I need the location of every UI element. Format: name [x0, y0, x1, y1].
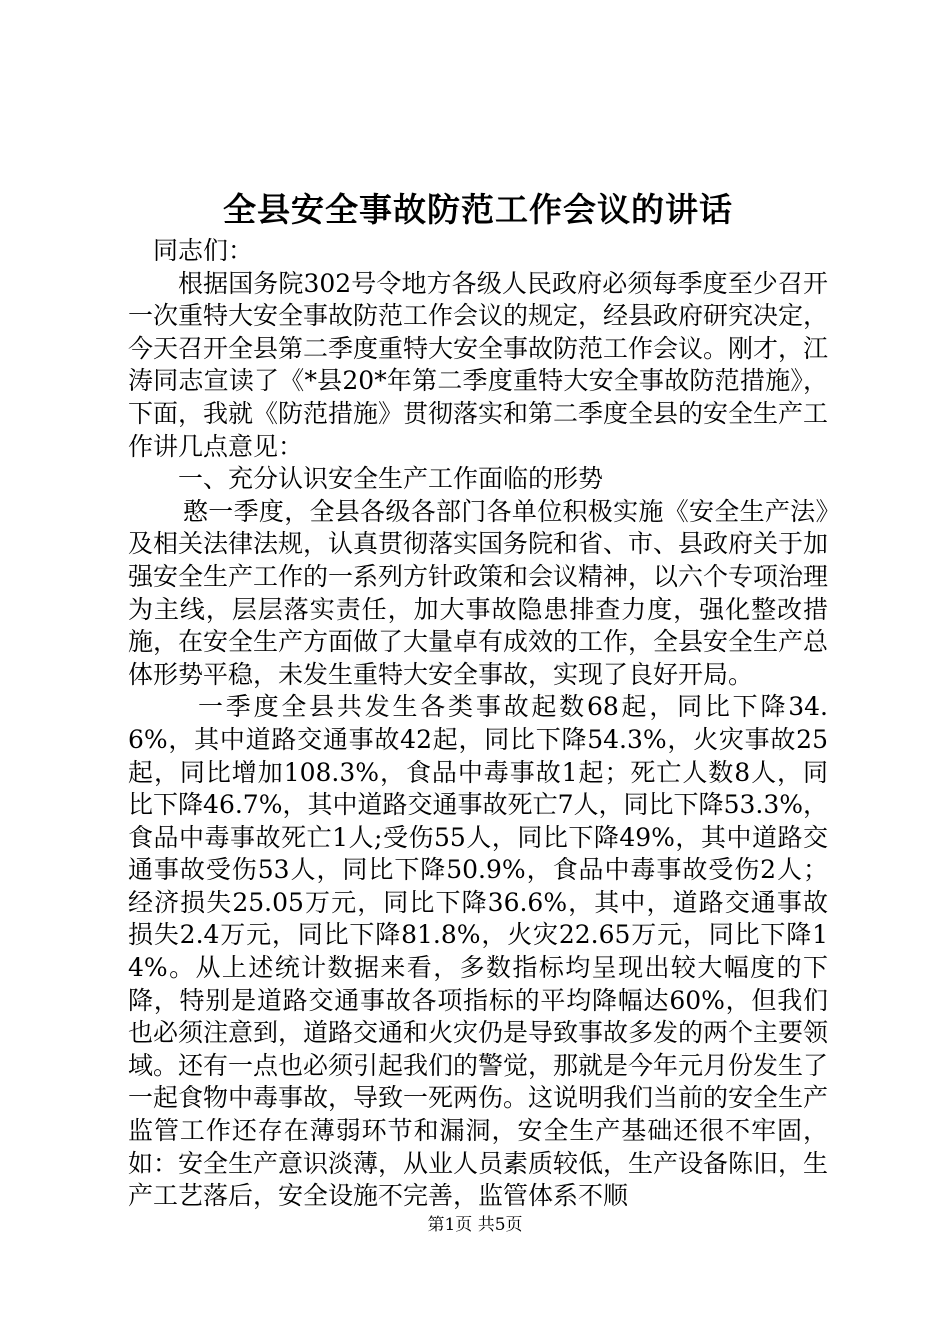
document-page — [128, 185, 828, 1213]
page-footer: 第1页 共5页 — [427, 1215, 523, 1235]
paragraph-statistics: 一季度全县共发生各类事故起数68起，同比下降34.6%，其中道路交通事故42起，同比下降54.3%，火灾事故25起，同比增加108.3%，食品中毒事故1起；死亡人数8人，同比下降46.7%，其中道路交通事故死亡7人，同比下降53.3%，食品中毒事故死亡1人;受伤55人，同比下降49%，其中道路交通事故受伤53人，同比下降50.9%，食品中毒事故受伤2人；经济损失25.05万元，同比下降36.6%，其中，道路交通事故损失2.4万元，同比下降81.8%，火灾22.65万元，同比下降14%。从上述统计数据来看，多数指标均呈现出较大幅度的下降，特别是道路交通事故各项指标的平均降幅达60%，但我们也必须注意到，道路交通和火灾仍是导致事故多发的两个主要领域。还有一点也必须引起我们的警觉，那就是今年元月份发生了一起食物中毒事故，导致一死两伤。这说明我们当前的安全生产监管工作还存在薄弱环节和漏洞，安全生产基础还很不牢固，如：安全生产意识淡薄，从业人员素质较低，生产设备陈旧，生产工艺落后，安全设施不完善，监管体系不顺 — [128, 692, 829, 1211]
paragraph-first-quarter: 憨一季度，全县各级各部门各单位积极实施《安全生产法》及相关法律法规，认真贯彻落实国务院和省、市、县政府关于加强安全生产工作的一系列方针政策和会议精神，以六个专项治理为主线，层层落实责任，加大事故隐患排查力度，强化整改措施，在安全生产方面做了大量卓有成效的工作，全县安全生产总体形势平稳，未发生重特大安全事故，实现了良好开局。 — [128, 496, 829, 689]
greeting: 同志们： — [153, 236, 254, 265]
document-title: 全县安全事故防范工作会议的讲话 — [223, 190, 733, 229]
paragraph-intro: 根据国务院302号令地方各级人民政府必须每季度至少召开一次重特大安全事故防范工作会议的规定，经县政府研究决定，今天召开全县第二季度重特大安全事故防范工作会议。刚才，江涛同志宣读了《*县20*年第二季度重特大安全事故防范措施》，下面，我就《防范措施》贯彻落实和第二季度全县的安全生产工作讲几点意见： — [128, 268, 829, 461]
section-heading: 一、充分认识安全生产工作面临的形势 — [178, 464, 604, 494]
